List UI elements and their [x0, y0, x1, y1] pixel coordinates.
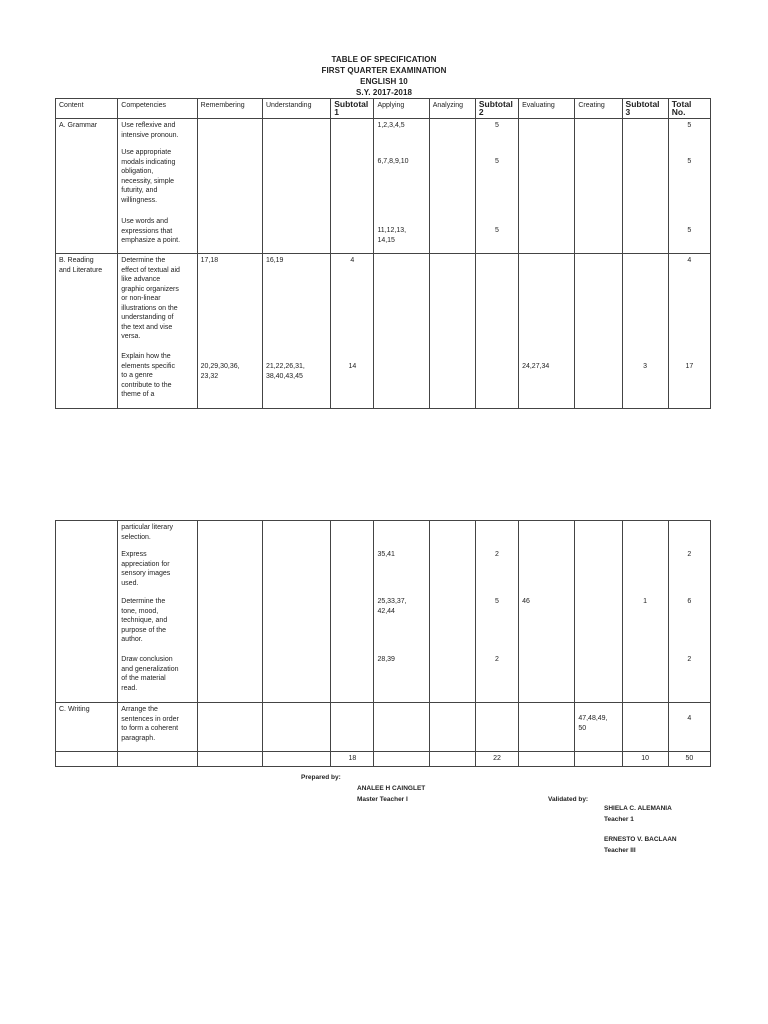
prepared-label: Prepared by: [301, 774, 341, 781]
competency-text: Arrange the sentences in order to form a coherent paragraph. [121, 706, 179, 742]
competency-text: particular literary selection. [121, 524, 174, 541]
item-numbers: 35,41 [377, 551, 395, 558]
col-subtotal2: Subtotal 2 [478, 99, 513, 117]
spec-table-page1 [55, 98, 711, 409]
total-value: 5 [687, 227, 692, 234]
competency-text: Use reflexive and intensive pronoun. [121, 122, 179, 139]
col-competencies: Competencies [118, 99, 197, 119]
table-row [56, 254, 711, 409]
totals-row [56, 752, 711, 767]
subtotal-value: 2 [495, 551, 499, 558]
table-row [56, 521, 711, 703]
grand-subtotal1: 18 [331, 752, 374, 767]
table-row [56, 119, 711, 254]
competency-text: Determine the effect of textual aid like advance graphic organizers or non-linear illustrations on the understanding of the text and vise versa. [121, 257, 180, 340]
validated-label: Validated by: [548, 796, 589, 803]
school-year: S.Y. 2017-2018 [355, 88, 413, 97]
item-numbers: 17,18 [200, 257, 219, 264]
header-row [56, 99, 711, 119]
col-analyzing: Analyzing [429, 99, 475, 119]
col-total: Total No. [671, 99, 692, 117]
competency-text: Explain how the elements specific to a genre contribute to the theme of a [121, 353, 175, 398]
subtotal-value: 5 [495, 158, 499, 165]
item-numbers: 46 [522, 598, 530, 605]
item-numbers: 6,7,8,9,10 [377, 158, 409, 165]
item-numbers: 28,39 [377, 656, 395, 663]
preparer-name: ANALEE H CAINGLET [357, 785, 426, 792]
col-evaluating: Evaluating [519, 99, 575, 119]
preparer-title: Master Teacher I [357, 796, 408, 803]
competency-text: Determine the tone, mood, technique, and purpose of the author. [121, 598, 168, 643]
item-numbers: 16,19 [265, 257, 284, 264]
item-numbers: 24,27,34 [522, 363, 550, 370]
validator2-name: ERNESTO V. BACLAAN [604, 836, 677, 843]
validator1-name: SHIELA C. ALEMANIA [604, 805, 672, 812]
validator2-title: Teacher III [604, 847, 636, 854]
competency-text: Use words and expressions that emphasize a point. [121, 218, 181, 244]
subtotal-value: 5 [495, 122, 499, 129]
subtotal-value: 5 [495, 227, 499, 234]
item-numbers: 20,29,30,36, 23,32 [200, 363, 240, 380]
grand-subtotal3: 10 [622, 752, 668, 767]
subtotal-value: 1 [643, 598, 648, 605]
spec-table-page2 [55, 520, 711, 767]
subject-title: ENGLISH 10 [360, 77, 408, 86]
table-row [56, 703, 711, 752]
grand-total: 50 [668, 752, 710, 767]
total-value: 4 [687, 715, 692, 722]
doc-title: TABLE OF SPECIFICATION [331, 55, 437, 64]
content-cell: B. Reading and Literature [59, 257, 103, 274]
total-value: 5 [687, 122, 692, 129]
total-value: 6 [687, 598, 692, 605]
content-cell: A. Grammar [56, 119, 118, 254]
validator1-title: Teacher 1 [604, 816, 634, 823]
col-subtotal3: Subtotal 3 [625, 99, 660, 117]
col-applying: Applying [374, 99, 429, 119]
competency-text: Use appropriate modals indicating obligation, necessity, simple futurity, and willingness. [121, 149, 176, 204]
item-numbers: 1,2,3,4,5 [377, 122, 405, 129]
col-creating: Creating [575, 99, 622, 119]
subtotal-value: 3 [643, 363, 648, 370]
competency-text: Draw conclusion and generalization of the material read. [121, 656, 179, 692]
item-numbers: 11,12,13, 14,15 [377, 227, 407, 244]
total-value: 17 [685, 363, 694, 370]
exam-title: FIRST QUARTER EXAMINATION [321, 66, 447, 75]
grand-subtotal2: 22 [475, 752, 518, 767]
col-understanding: Understanding [262, 99, 330, 119]
col-content: Content [56, 99, 118, 119]
total-value: 2 [687, 551, 692, 558]
subtotal-value: 4 [350, 257, 355, 264]
item-numbers: 47,48,49, 50 [578, 715, 608, 732]
col-subtotal1: Subtotal 1 [334, 99, 369, 117]
item-numbers: 21,22,26,31, 38,40,43,45 [265, 363, 305, 380]
item-numbers: 25,33,37, 42,44 [377, 598, 407, 615]
col-remembering: Remembering [197, 99, 262, 119]
total-value: 5 [687, 158, 692, 165]
competency-text: Express appreciation for sensory images used. [121, 551, 171, 587]
total-value: 2 [687, 656, 692, 663]
subtotal-value: 14 [348, 363, 357, 370]
content-cell: C. Writing [56, 703, 118, 752]
subtotal-value: 5 [495, 598, 499, 605]
subtotal-value: 2 [495, 656, 499, 663]
total-value: 4 [687, 257, 692, 264]
